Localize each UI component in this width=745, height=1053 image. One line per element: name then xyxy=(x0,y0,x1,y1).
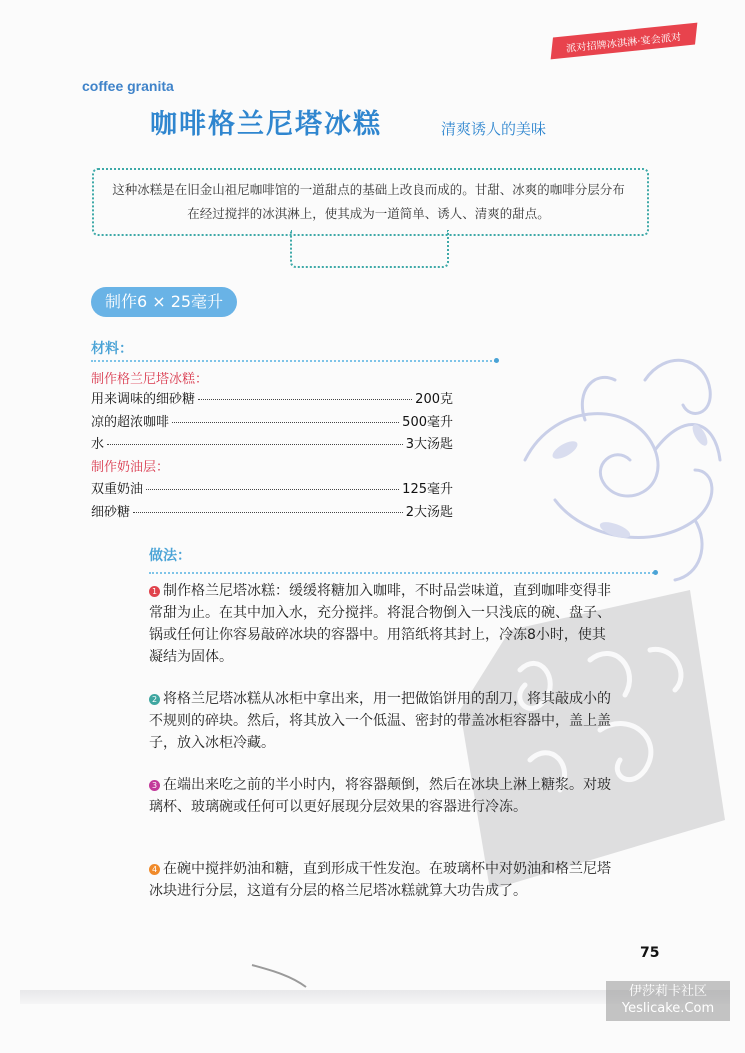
ingredient-row xyxy=(91,501,453,521)
chapter-tab xyxy=(551,23,698,60)
method-label: 做法： xyxy=(149,548,191,564)
yield-badge: 制作6 × 25毫升 xyxy=(91,287,237,317)
chapter-tab-label: 派对招牌冰淇淋·宴会派对 xyxy=(566,31,683,55)
ingredient-row xyxy=(91,411,453,431)
intro-frame-tail xyxy=(290,230,449,268)
step-number-badge: 1 xyxy=(149,586,160,597)
step-number-badge: 4 xyxy=(149,864,160,875)
english-title: coffee granita xyxy=(82,78,174,94)
ingredient-row xyxy=(91,478,453,498)
ingredient-name: 细砂糖 xyxy=(91,505,131,520)
step-text: 在端出来吃之前的半小时内，将容器颠倒，然后在冰块上淋上糖浆。对玻璃杯、玻璃碗或任何可以更好展现分层效果的容器进行冷冻。 xyxy=(149,777,611,815)
ingredient-amount: 200克 xyxy=(415,392,453,407)
dot-leader xyxy=(107,444,403,445)
ingredients-divider xyxy=(91,360,496,362)
ingredient-amount: 500毫升 xyxy=(402,415,453,430)
ingredient-name: 用来调味的细砂糖 xyxy=(91,392,196,407)
ingredient-name: 双重奶油 xyxy=(91,482,144,497)
step-text: 制作格兰尼塔冰糕：缓缓将糖加入咖啡，不时品尝味道，直到咖啡变得非常甜为止。在其中加入水，充分搅拌。将混合物倒入一只浅底的碗、盘子、锅或任何让你容易敲碎冰块的容器中。用箔纸将其封上，冷冻8小时，使其凝结为固体。 xyxy=(149,583,611,665)
watermark-line-2: Yeslicake.Com xyxy=(621,1001,715,1016)
ingredient-amount: 2大汤匙 xyxy=(405,505,453,520)
dot-leader xyxy=(198,399,412,400)
page-title: 咖啡格兰尼塔冰糕 xyxy=(150,109,382,140)
step-number-badge: 3 xyxy=(149,780,160,791)
step-text: 在碗中搅拌奶油和糖，直到形成干性发泡。在玻璃杯中对奶油和格兰尼塔冰块进行分层，这道有分层的格兰尼塔冰糕就算大功告成了。 xyxy=(149,861,611,899)
floral-swirl-decoration xyxy=(495,340,730,590)
divider-dot xyxy=(653,570,658,575)
ingredient-group-heading: 制作奶油层： xyxy=(91,460,170,475)
ingredient-row xyxy=(91,388,453,408)
method-divider xyxy=(149,572,654,574)
step-number-badge: 2 xyxy=(149,694,160,705)
ingredient-amount: 125毫升 xyxy=(402,482,453,497)
ingredient-amount: 3大汤匙 xyxy=(405,437,453,452)
method-step xyxy=(149,858,613,902)
watermark-line-1: 伊莎莉卡社区 xyxy=(628,984,707,999)
page-subtitle: 清爽诱人的美味 xyxy=(441,120,547,138)
site-watermark xyxy=(606,981,730,1021)
ingredient-name: 水 xyxy=(91,437,105,452)
page-number: 75 xyxy=(640,945,660,961)
method-step xyxy=(149,774,613,818)
dot-leader xyxy=(146,489,399,490)
ingredient-group-heading: 制作格兰尼塔冰糕： xyxy=(91,372,209,387)
dot-leader xyxy=(133,512,403,513)
intro-text: 这种冰糕是在旧金山祖尼咖啡馆的一道甜点的基础上改良而成的。甘甜、冰爽的咖啡分层分布在经过搅拌的冰淇淋上，使其成为一道简单、诱人、清爽的甜点。 xyxy=(112,182,625,221)
step-text: 将格兰尼塔冰糕从冰柜中拿出来，用一把做馅饼用的刮刀，将其敲成小的不规则的碎块。然后，将其放入一个低温、密封的带盖冰柜容器中，盖上盖子，放入冰柜冷藏。 xyxy=(149,691,611,751)
dot-leader xyxy=(172,422,399,423)
method-step xyxy=(149,688,613,754)
method-step xyxy=(149,580,613,668)
ingredient-name: 凉的超浓咖啡 xyxy=(91,415,170,430)
ingredients-label: 材料： xyxy=(91,341,133,357)
scan-mark xyxy=(250,960,310,990)
ingredient-row xyxy=(91,433,453,453)
